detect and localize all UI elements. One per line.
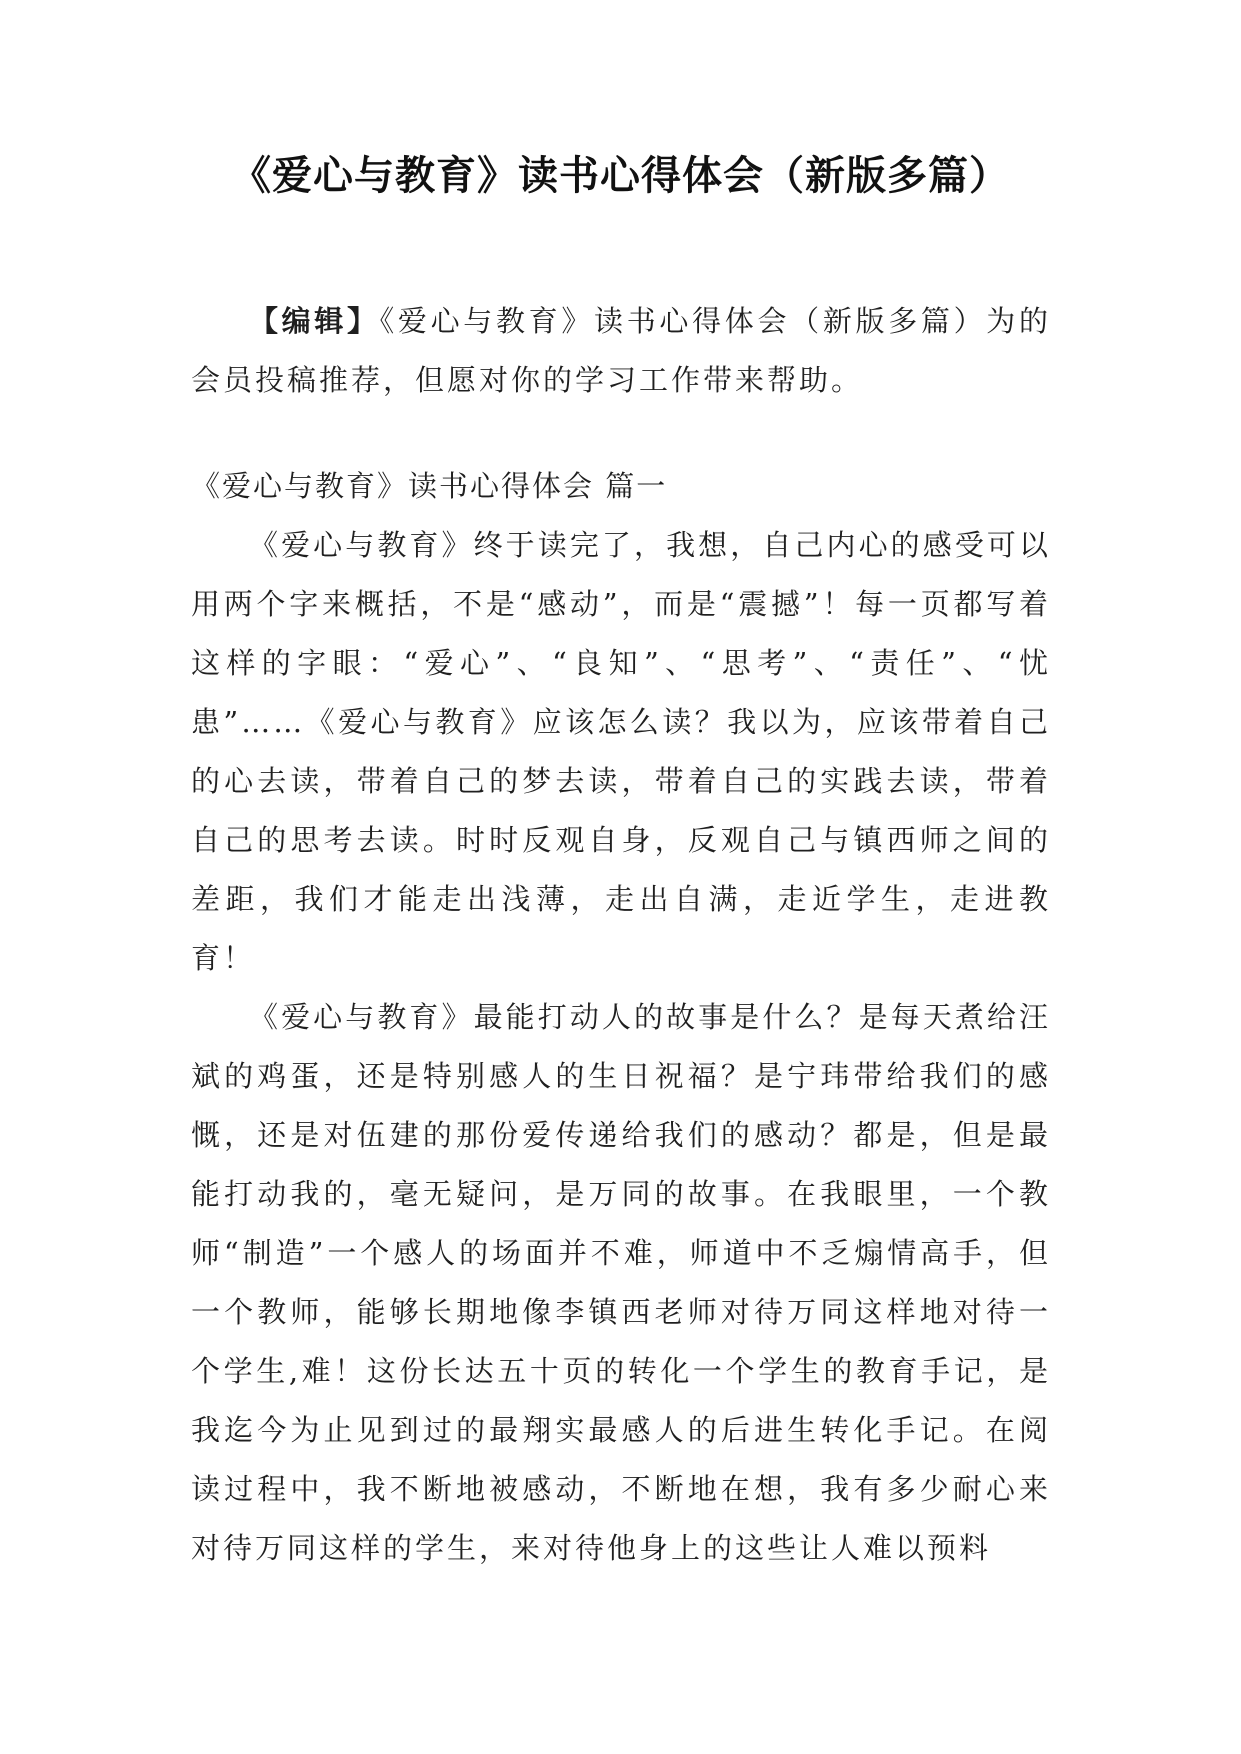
document-body [191,292,1051,1578]
body-paragraph: 《爱心与教育》终于读完了，我想，自己内心的感受可以用两个字来概括，不是“感动”，而是“震撼”！每一页都写着这样的字眼：“爱心”、“良知”、“思考”、“责任”、“忧患”……《爱心与教育》应该怎么读？我以为，应该带着自己的心去读，带着自己的梦去读，带着自己的实践去读，带着自己的思考去读。时时反观自身，反观自己与镇西师之间的差距，我们才能走出浅薄，走出自满，走近学生，走进教育！ [191,528,1051,975]
document-title: 《爱心与教育》读书心得体会（新版多篇） [231,153,1010,199]
section-heading: 《爱心与教育》读书心得体会 篇一 [191,469,668,503]
editor-note [191,292,1051,410]
editor-note-text: 《爱心与教育》读书心得体会（新版多篇）为的会员投稿推荐，但愿对你的学习工作带来帮助。 [191,304,1051,397]
editor-note-prefix: 【编辑】 [249,304,380,338]
body-paragraph: 《爱心与教育》最能打动人的故事是什么？是每天煮给汪斌的鸡蛋，还是特别感人的生日祝福？是宁玮带给我们的感慨，还是对伍建的那份爱传递给我们的感动？都是，但是最能打动我的，毫无疑问，是万同的故事。在我眼里，一个教师“制造”一个感人的场面并不难，师道中不乏煽情高手，但一个教师，能够长期地像李镇西老师对待万同这样地对待一个学生,难！这份长达五十页的转化一个学生的教育手记，是我迄今为止见到过的最翔实最感人的后进生转化手记。在阅读过程中，我不断地被感动，不断地在想，我有多少耐心来对待万同这样的学生，来对待他身上的这些让人难以预料 [191,1000,1051,1565]
